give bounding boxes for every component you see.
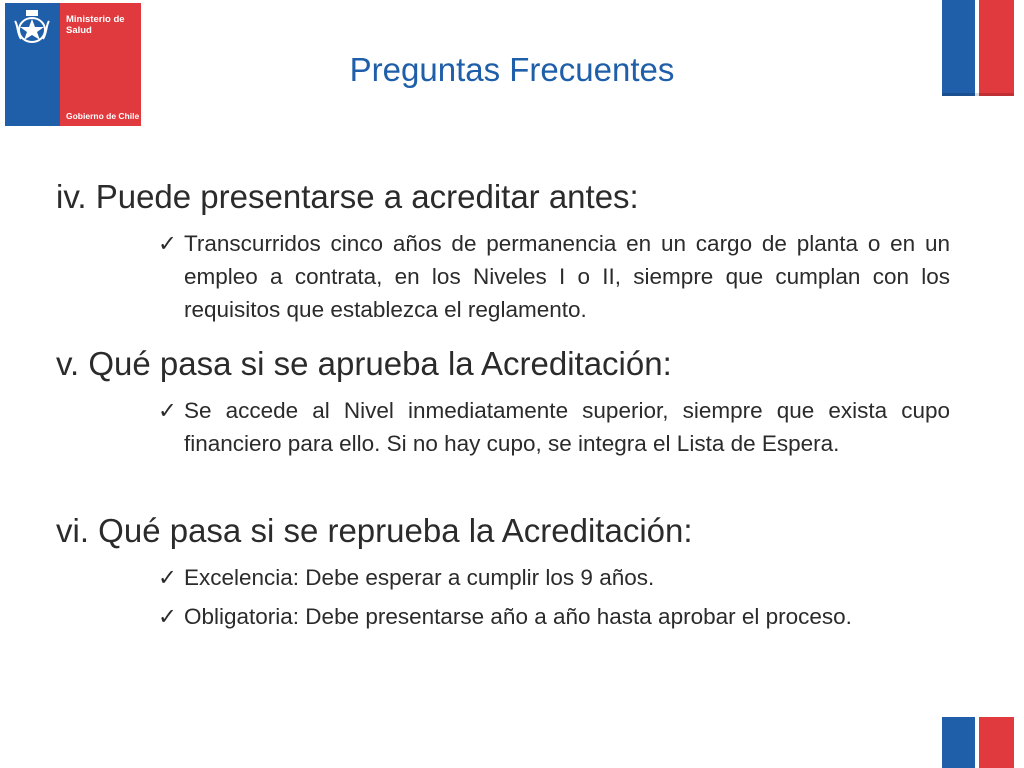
section-heading-v: v. Qué pasa si se aprueba la Acreditación: — [56, 345, 672, 382]
checkmark-icon: ✓ — [158, 604, 177, 629]
logo-ministry-text: Ministerio de Salud — [66, 14, 125, 36]
bullet-text: Transcurridos cinco años de permanencia en un cargo de planta o en un empleo a contrata, en los Niveles I o II, siempre que cumplan con los requisitos que establezca el reglamento. — [184, 231, 950, 322]
slide-title: Preguntas Frecuentes — [349, 51, 675, 88]
list-item — [158, 394, 950, 460]
bottom-right-flag-decoration — [942, 717, 1014, 768]
list-item — [158, 227, 950, 326]
section-heading-vi: vi. Qué pasa si se reprueba la Acreditación: — [56, 512, 693, 549]
bullet-text: Excelencia: Debe esperar a cumplir los 9 años. — [184, 565, 655, 590]
section-heading-iv: iv. Puede presentarse a acreditar antes: — [56, 178, 639, 215]
checkmark-icon: ✓ — [158, 231, 177, 256]
coat-of-arms-icon — [9, 7, 55, 49]
logo-government-text: Gobierno de Chile — [66, 111, 140, 121]
bullet-text: Obligatoria: Debe presentarse año a año hasta aprobar el proceso. — [184, 604, 852, 629]
checkmark-icon: ✓ — [158, 565, 177, 590]
checkmark-icon: ✓ — [158, 398, 177, 423]
bullet-text: Se accede al Nivel inmediatamente superior, siempre que exista cupo financiero para ello. Si no hay cupo, se integra el Lista de Espera. — [184, 398, 950, 456]
list-item — [158, 561, 950, 594]
list-item — [158, 600, 950, 633]
